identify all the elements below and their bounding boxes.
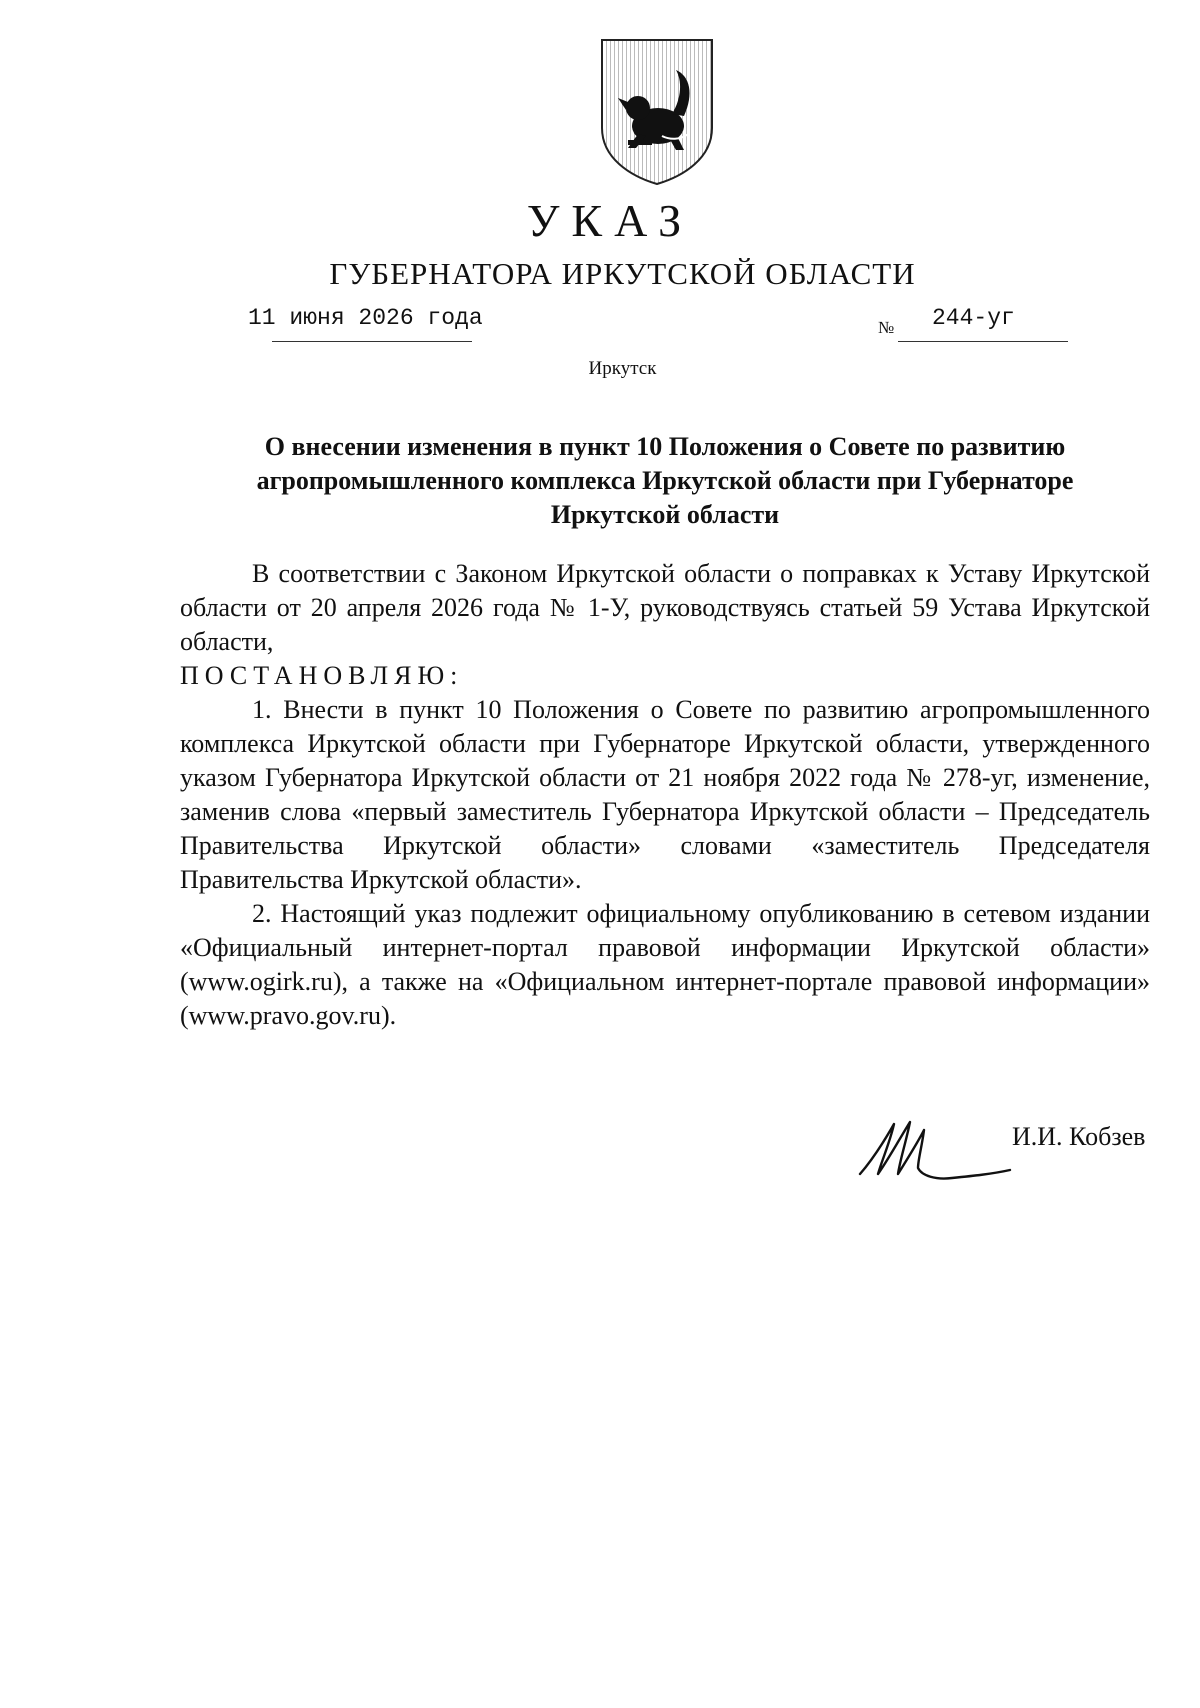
number-underline	[898, 341, 1068, 342]
decree-date: 11 июня 2026 года	[248, 305, 483, 331]
item-2-paragraph: 2. Настоящий указ подлежит официальному опубликованию в сетевом издании «Официальный интернет-портал правовой информации Иркутской области» (www.ogirk.ru), а также на «Официальном интернет-портале правовой информации» (www.pravo.gov.ru).	[180, 899, 1150, 1030]
resolve-word: ПОСТАНОВЛЯЮ:	[180, 661, 464, 690]
decree-number-field	[898, 305, 1068, 331]
decree-date-field	[248, 305, 483, 331]
signature-icon	[852, 1108, 1012, 1188]
item-1-paragraph: 1. Внести в пункт 10 Положения о Совете по развитию агропромышленного комплекса Иркутской области при Губернаторе Иркутской области, утвержденного указом Губернатора Иркутской области от 21 ноября 2022 года № 278-уг, изменение, заменив слова «первый заместитель Губернатора Иркутской области – Председатель Правительства Иркутской области» словами «заместитель Председателя Правительства Иркутской области».	[180, 695, 1150, 894]
decree-body	[180, 557, 1150, 1033]
decree-number: 244-уг	[932, 305, 1015, 331]
coat-of-arms-icon	[598, 36, 716, 186]
date-underline	[272, 341, 472, 342]
issuing-authority: ГУБЕРНАТОРА ИРКУТСКОЙ ОБЛАСТИ	[329, 256, 916, 291]
signer-name: И.И. Кобзев	[1012, 1122, 1146, 1151]
decree-title: О внесении изменения в пункт 10 Положения о Совете по развитию агропромышленного комплекса Иркутской области при Губернаторе Иркутской области	[256, 432, 1074, 529]
city-name: Иркутск	[588, 358, 657, 379]
preamble-paragraph: В соответствии с Законом Иркутской области о поправках к Уставу Иркутской области от 20 апреля 2026 года № 1-У, руководствуясь статьей 59 Устава Иркутской области,	[180, 559, 1150, 656]
number-sign: №	[878, 318, 895, 337]
document-type: УКАЗ	[526, 195, 694, 246]
